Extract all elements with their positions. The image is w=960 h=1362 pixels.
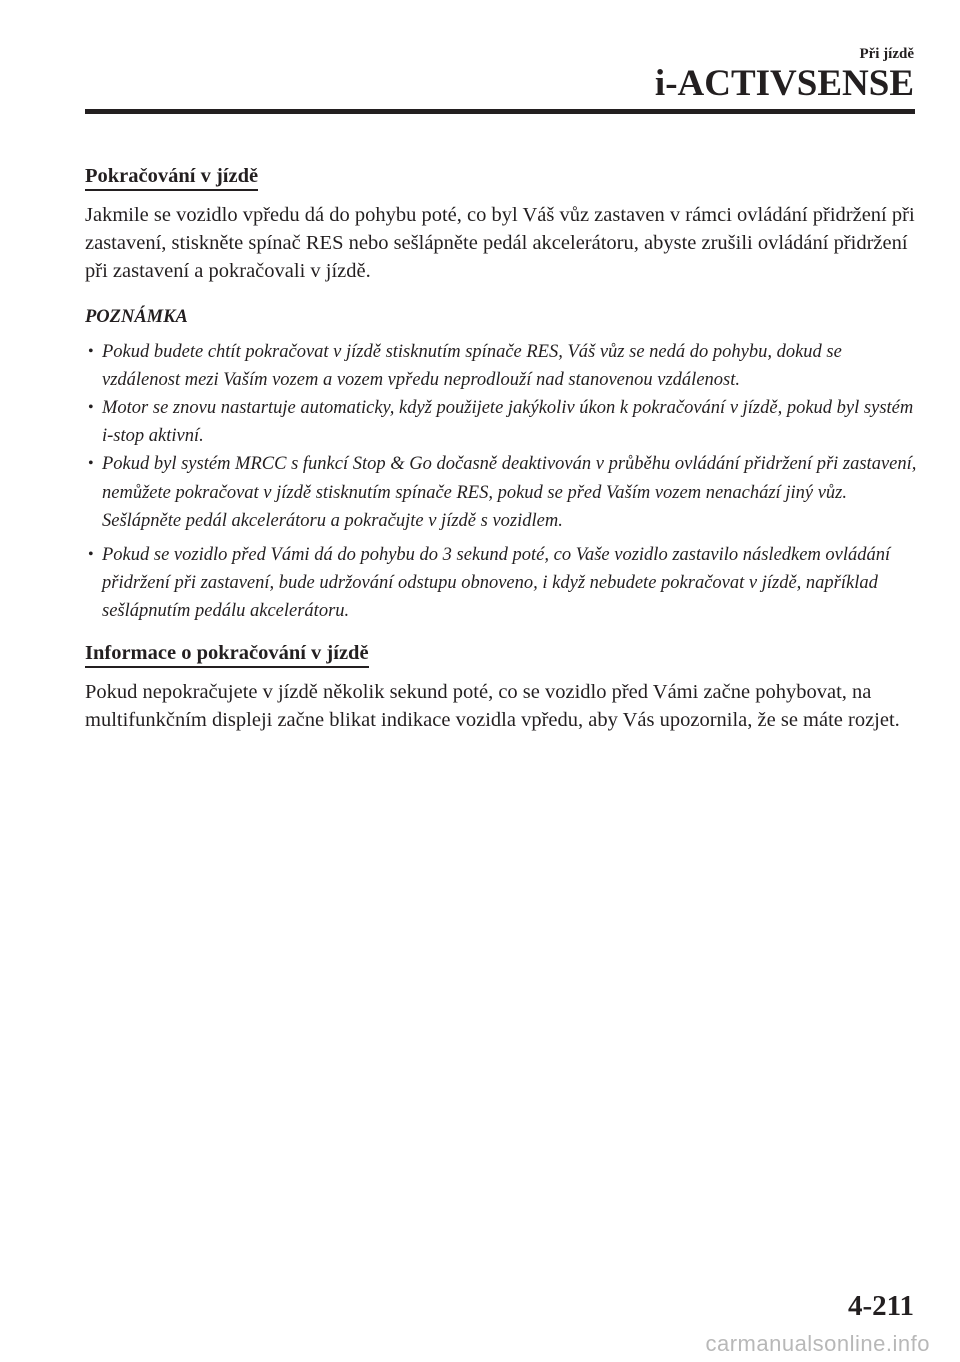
note-item	[85, 541, 920, 626]
watermark: carmanualsonline.info	[705, 1331, 930, 1356]
running-header-section: Při jízdě	[859, 46, 914, 62]
bullet-icon: •	[88, 342, 94, 360]
page-number: 4-211	[847, 1290, 914, 1322]
note-label: POZNÁMKA	[85, 306, 188, 327]
bullet-icon: •	[88, 455, 94, 473]
section-body-continue-driving: Jakmile se vozidlo vpředu dá do pohybu poté, co byl Váš vůz zastaven v rámci ovládání přidržení při zastavení, stiskněte spínač RES nebo sešlápněte pedál akcelerátoru, abyste zrušili ovládání přidržení při zastavení a pokračovali v jízdě.	[85, 204, 915, 283]
section-heading-continue-info: Informace o pokračování v jízdě	[85, 640, 369, 668]
section-heading-continue-driving: Pokračování v jízdě	[85, 163, 258, 191]
note-list	[85, 338, 920, 626]
note-item	[85, 450, 920, 535]
note-text: Pokud budete chtít pokračovat v jízdě stisknutím spínače RES, Váš vůz se nedá do pohybu, dokud se vzdálenost mezi Vaším vozem a vozem vpředu neprodlouží nad stanovenou vzdálenost.	[102, 341, 842, 390]
note-item	[85, 394, 920, 450]
note-text: Motor se znovu nastartuje automaticky, když použijete jakýkoliv úkon k pokračování v jízdě, pokud byl systém i-stop aktivní.	[102, 398, 914, 447]
note-item	[85, 338, 920, 394]
page-content	[85, 163, 920, 734]
note-text: Pokud byl systém MRCC s funkcí Stop & Go dočasně deaktivován v průběhu ovládání přidržení při zastavení, nemůžete pokračovat v jízdě stisknutím spínače RES, pokud se před Vaším vozem nenachází jiný vůz. Sešlápněte pedál akcelerátoru a pokračujte v jízdě s vozidlem.	[102, 454, 917, 531]
bullet-icon: •	[88, 546, 94, 564]
bullet-icon: •	[88, 399, 94, 417]
section-body-continue-info: Pokud nepokračujete v jízdě několik sekund poté, co se vozidlo před Vámi začne pohybovat, na multifunkčním displeji začne blikat indikace vozidla vpředu, aby Vás upozornila, že se máte rozjet.	[85, 680, 900, 731]
note-text: Pokud se vozidlo před Vámi dá do pohybu do 3 sekund poté, co Vaše vozidlo zastavilo následkem ovládání přidržení při zastavení, bude udržování odstupu obnoveno, i když nebudete pokračovat v jízdě, například sešlápnutím pedálu akcelerátoru.	[102, 545, 891, 622]
running-header-title: i-ACTIVSENSE	[654, 63, 914, 104]
header-rule	[85, 109, 915, 114]
